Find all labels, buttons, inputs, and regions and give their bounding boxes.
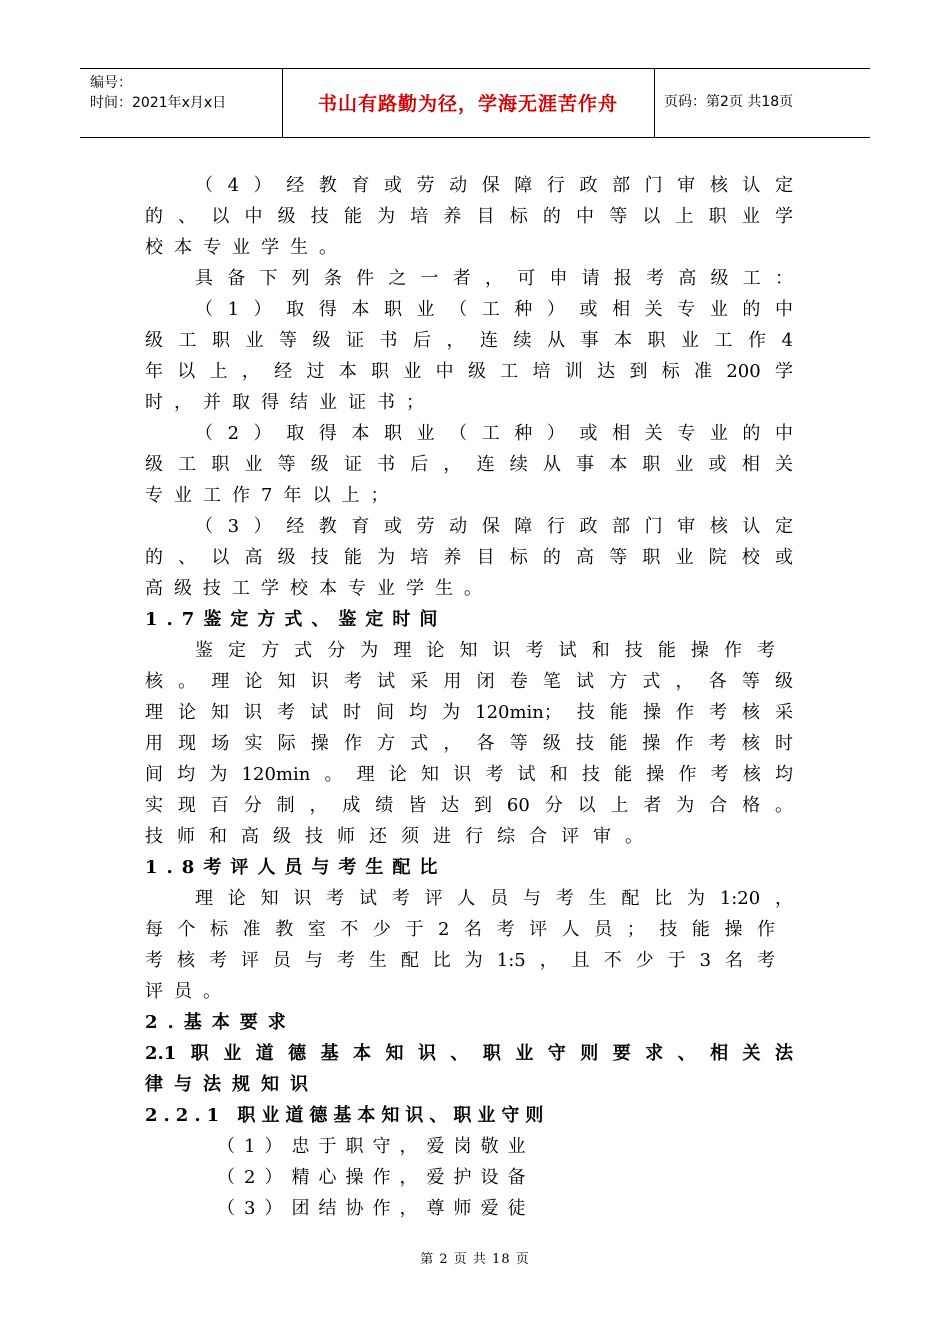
body-line: 校本专业学生。: [145, 237, 348, 258]
header-meta: [90, 73, 226, 113]
body-line: 时，并取得结业证书；: [145, 392, 435, 413]
body-line: 核。理论知识考试采用闭卷笔试方式，各等级: [145, 671, 793, 692]
section-heading: 律与法规知识: [145, 1074, 319, 1095]
section-heading: 2.2.1 职业道德基本知识、职业守则: [145, 1105, 550, 1126]
body-line: （4）经教育或劳动保障行政部门审核认定: [195, 175, 793, 196]
body-line: 高级技工学校本专业学生。: [145, 578, 493, 599]
page-footer: 第 2 页 共 18 页: [420, 1252, 530, 1267]
body-line: 年以上，经过本职业中级工培训达到标准200学: [145, 361, 793, 382]
body-line: （2）取得本职业（工种）或相关专业的中: [195, 423, 793, 444]
body-line: 间均为120min。理论知识考试和技能操作考核均: [145, 764, 793, 785]
time-label: 时间：2021年x月x日: [90, 95, 227, 111]
body-line: 考核考评员与考生配比为1:5，且不少于3名考: [145, 950, 775, 971]
body-line: 鉴定方式分为理论知识考试和技能操作考: [195, 640, 775, 661]
body-line: 的、以中级技能为培养目标的中等以上职业学: [145, 206, 793, 227]
body-line: （3）经教育或劳动保障行政部门审核认定: [195, 516, 793, 537]
body-line: （1）取得本职业（工种）或相关专业的中: [195, 299, 793, 320]
section-heading: 2.基本要求: [145, 1012, 296, 1033]
body-line: 专业工作7年以上；: [145, 485, 400, 506]
section-heading: 1.8考评人员与考生配比: [145, 857, 447, 878]
body-line: 级工职业等级证书后，连续从事本职业或相关: [145, 454, 793, 475]
body-line: 用现场实际操作方式，各等级技能操作考核时: [145, 733, 793, 754]
body-line: 评员。: [145, 981, 232, 1002]
body-line: 理论知识考试时间均为120min；技能操作考核采: [145, 702, 793, 723]
body-line: 具备下列条件之一者，可申请报考高级工：: [195, 268, 793, 289]
list-item: （1）忠于职守，爱岗敬业: [217, 1136, 535, 1157]
header-divider: [654, 69, 655, 137]
section-heading: 1.7鉴定方式、鉴定时间: [145, 609, 447, 630]
body-line: 级工职业等级证书后，连续从事本职业工作4: [145, 330, 793, 351]
body-line: 实现百分制，成绩皆达到60分以上者为合格。: [145, 795, 793, 816]
body-line: 每个标准教室不少于2名考评人员；技能操作: [145, 919, 775, 940]
section-heading: 2.1职业道德基本知识、职业守则要求、相关法: [145, 1043, 793, 1064]
list-item: （2）精心操作，爱护设备: [217, 1167, 535, 1188]
list-item: （3）团结协作，尊师爱徒: [217, 1198, 535, 1219]
header-page-number: 页码：第2页 共18页: [664, 94, 794, 110]
page-header: [80, 68, 870, 138]
serial-label: 编号：: [90, 75, 132, 91]
body-line: 的、以高级技能为培养目标的高等职业院校或: [145, 547, 793, 568]
body-line: 技师和高级技师还须进行综合评审。: [145, 826, 657, 847]
document-body: [145, 170, 793, 1224]
body-line: 理论知识考试考评人员与考生配比为1:20，: [195, 888, 793, 909]
header-motto: 书山有路勤为径，学海无涯苦作舟: [317, 93, 618, 115]
